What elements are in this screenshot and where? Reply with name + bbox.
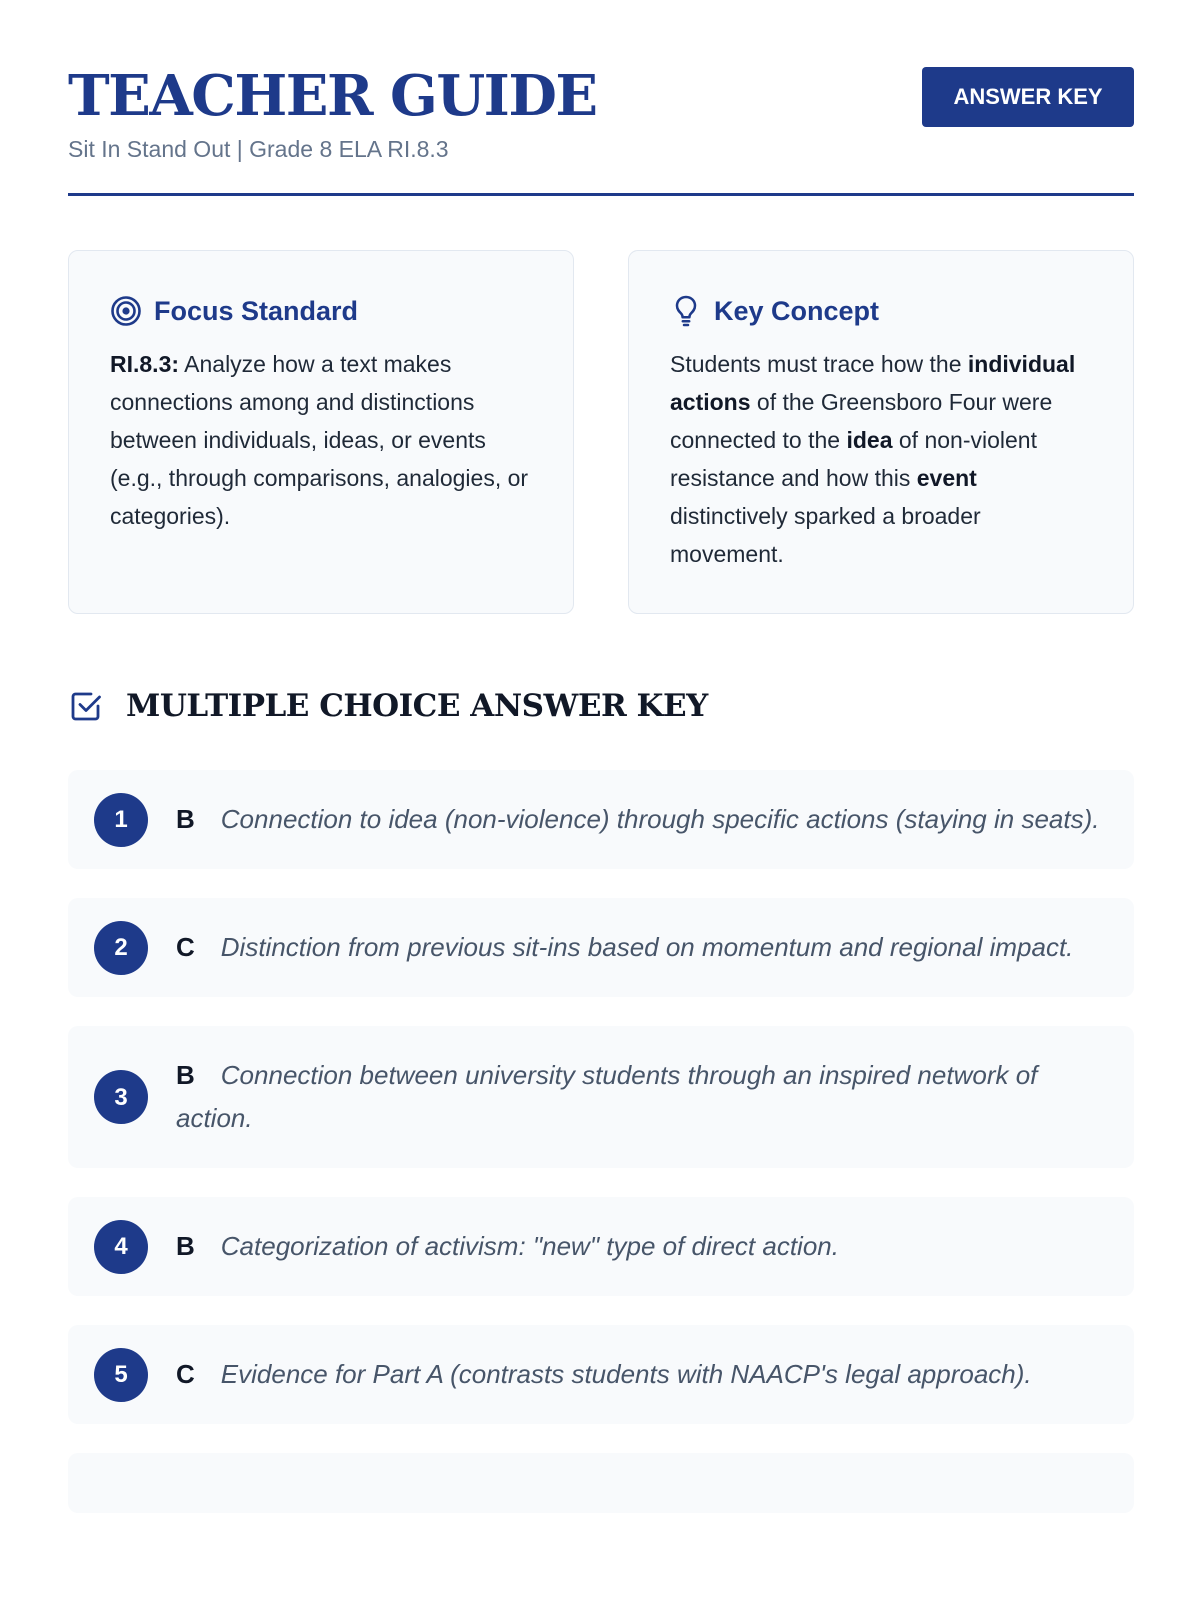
teacher-guide-page <box>68 0 1134 1389</box>
answer-item <box>68 1197 1134 1296</box>
answer-letter: C <box>176 932 195 962</box>
concept-part: of non-violent resistance and how this <box>670 427 1037 491</box>
answer-item <box>68 1325 1134 1424</box>
target-icon <box>110 295 142 327</box>
answer-item <box>68 1026 1134 1168</box>
answer-item <box>68 770 1134 869</box>
focus-standard-text <box>110 345 533 535</box>
answer-letter: B <box>176 1231 195 1261</box>
lightbulb-icon <box>670 294 702 328</box>
concept-part: of the Greensboro Four were connected to the <box>670 389 1053 453</box>
answer-letter: B <box>176 804 195 834</box>
key-concept-text <box>670 345 1093 573</box>
answer-explanation: Categorization of activism: "new" type of direct action. <box>220 1231 839 1261</box>
concept-part: distinctively sparked a broader movement. <box>670 503 981 567</box>
answer-item <box>68 898 1134 997</box>
answer-letter: C <box>176 1359 195 1389</box>
question-number-badge: 3 <box>94 1070 148 1124</box>
answer-key-button[interactable]: ANSWER KEY <box>922 67 1134 127</box>
focus-standard-title: Focus Standard <box>154 295 359 326</box>
answer-letter: B <box>176 1060 195 1090</box>
section-title: MULTIPLE CHOICE ANSWER KEY <box>126 688 708 724</box>
concept-emphasis: idea <box>846 427 893 453</box>
answer-list <box>68 770 1134 1542</box>
checkbox-icon <box>68 688 104 724</box>
page-header <box>68 0 1134 196</box>
answer-explanation: Distinction from previous sit-ins based on momentum and regional impact. <box>220 932 1074 962</box>
answer-explanation: Evidence for Part A (contrasts students with NAACP's legal approach). <box>220 1359 1032 1389</box>
focus-standard-header <box>110 293 533 329</box>
answer-key-section-header <box>68 686 708 726</box>
key-concept-header <box>670 293 1093 329</box>
standard-code: RI.8.3: <box>110 351 180 377</box>
key-concept-title: Key Concept <box>714 295 880 326</box>
answer-item-partial <box>68 1453 1134 1513</box>
answer-explanation: Connection to idea (non-violence) through specific actions (staying in seats). <box>220 804 1100 834</box>
answer-explanation: Connection between university students through an inspired network of action. <box>176 1060 1038 1133</box>
standard-description: Analyze how a text makes connections among and distinctions between individuals, ideas, or events (e.g., through comparisons, analogies, or categories). <box>110 351 529 529</box>
concept-emphasis: individual actions <box>670 351 1076 415</box>
question-number-badge: 5 <box>94 1348 148 1402</box>
question-number-badge: 2 <box>94 921 148 975</box>
focus-standard-card <box>68 250 574 614</box>
page-title: TEACHER GUIDE <box>68 63 597 129</box>
info-cards <box>68 250 1134 616</box>
concept-emphasis: event <box>916 465 977 491</box>
question-number-badge: 4 <box>94 1220 148 1274</box>
concept-part: Students must trace how the <box>670 351 968 377</box>
page-subtitle: Sit In Stand Out | Grade 8 ELA RI.8.3 <box>68 136 449 162</box>
key-concept-card <box>628 250 1134 614</box>
question-number-badge: 1 <box>94 793 148 847</box>
